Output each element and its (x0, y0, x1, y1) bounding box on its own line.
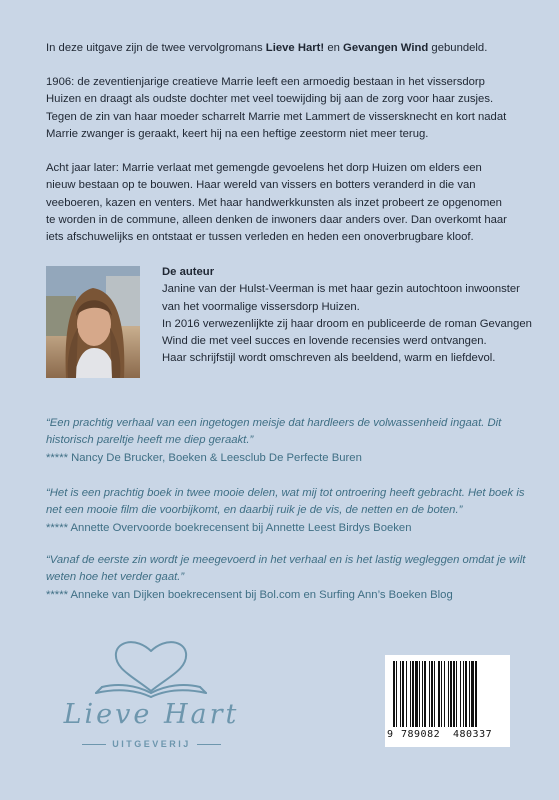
isbn-barcode (385, 655, 510, 747)
review-quote (46, 485, 526, 537)
review-source: ***** Annette Overvoorde boekrecensent bij Annette Leest Birdys Boeken (46, 521, 412, 534)
review-text: “Een prachtig verhaal van een ingetogen meisje dat hardleers de volwassenheid ingaat. Dit historisch pareltje heeft me diep geraakt.” (46, 417, 502, 447)
intro-text-and: en (324, 42, 344, 54)
barcode-right-digits: 480337 (453, 729, 493, 740)
author-bio-line: Janine van der Hulst-Veerman is met haar gezin autochtoon inwoonster van het voormalige vissersdorp Huizen. (162, 283, 520, 313)
review-source: ***** Nancy De Brucker, Boeken & Leesclub De Perfecte Buren (46, 451, 362, 464)
author-photo (46, 266, 140, 378)
publisher-subtitle (44, 739, 259, 749)
barcode-bars (393, 661, 503, 727)
summary-later: Acht jaar later: Marrie verlaat met gemengde gevoelens het dorp Huizen om elders een nieuw bestaan op te bouwen. Haar wereld van vissers en botters veranderd in die van veeboeren, kazen en venters. Met haar handwerkkunsten als inzet probeert ze opgenomen te worden in de commune, alleen denken de inwoners daar anders over. Dan overkomt haar iets afschuwelijks en ontstaat er tussen verleden en heden een onoverbrugbare kloof. (46, 162, 507, 244)
review-text: “Het is een prachtig boek in twee mooie delen, wat mij tot ontroering heeft gebracht. Het boek is net een mooie film die voorbijkomt, en daarbij ruik je de vis, de netten en de boten.” (46, 487, 525, 517)
review-quote (46, 552, 526, 604)
divider (197, 744, 221, 745)
author-heading: De auteur (162, 266, 215, 278)
intro-paragraph (46, 40, 514, 57)
author-section (162, 264, 532, 368)
review-source: ***** Anneke van Dijken boekrecensent bij Bol.com en Surfing Ann’s Boeken Blog (46, 588, 453, 601)
divider (82, 744, 106, 745)
summary-1906: 1906: de zeventienjarige creatieve Marrie leeft een armoedig bestaan in het vissersdorp Huizen en draagt als oudste dochter met veel toewijding bij aan de zorg voor haar zusjes. Tegen de zin van haar moeder scharrelt Marrie met Lammert de vissersknecht en kort nadat Marrie zwanger is geraakt, keert hij na een heftige zeestorm niet meer terug. (46, 76, 507, 140)
heart-book-icon (44, 635, 259, 701)
publisher-subtitle-text: UITGEVERIJ (112, 739, 191, 749)
barcode-left-digits: 789082 (401, 729, 441, 740)
title-gevangen-wind: Gevangen Wind (343, 42, 429, 54)
barcode-first-digit: 9 (387, 729, 394, 740)
author-bio-line: Haar schrijfstijl wordt omschreven als beeldend, warm en liefdevol. (162, 352, 496, 365)
review-quote (46, 415, 526, 467)
intro-text-end: gebundeld. (428, 42, 488, 54)
publisher-name: Lieve Hart (63, 699, 240, 730)
intro-text: In deze uitgave zijn de twee vervolgromans (46, 42, 266, 54)
author-bio-line: In 2016 verwezenlijkte zij haar droom en publiceerde de roman Gevangen Wind die met veel succes en lovende recensies werd ontvangen. (162, 317, 532, 348)
title-lieve-hart: Lieve Hart! (265, 42, 325, 54)
publisher-logo (44, 635, 259, 755)
review-text: “Vanaf de eerste zin wordt je meegevoerd in het verhaal en is het lastig wegleggen omdat je wilt weten hoe het verder gaat.” (46, 554, 526, 584)
